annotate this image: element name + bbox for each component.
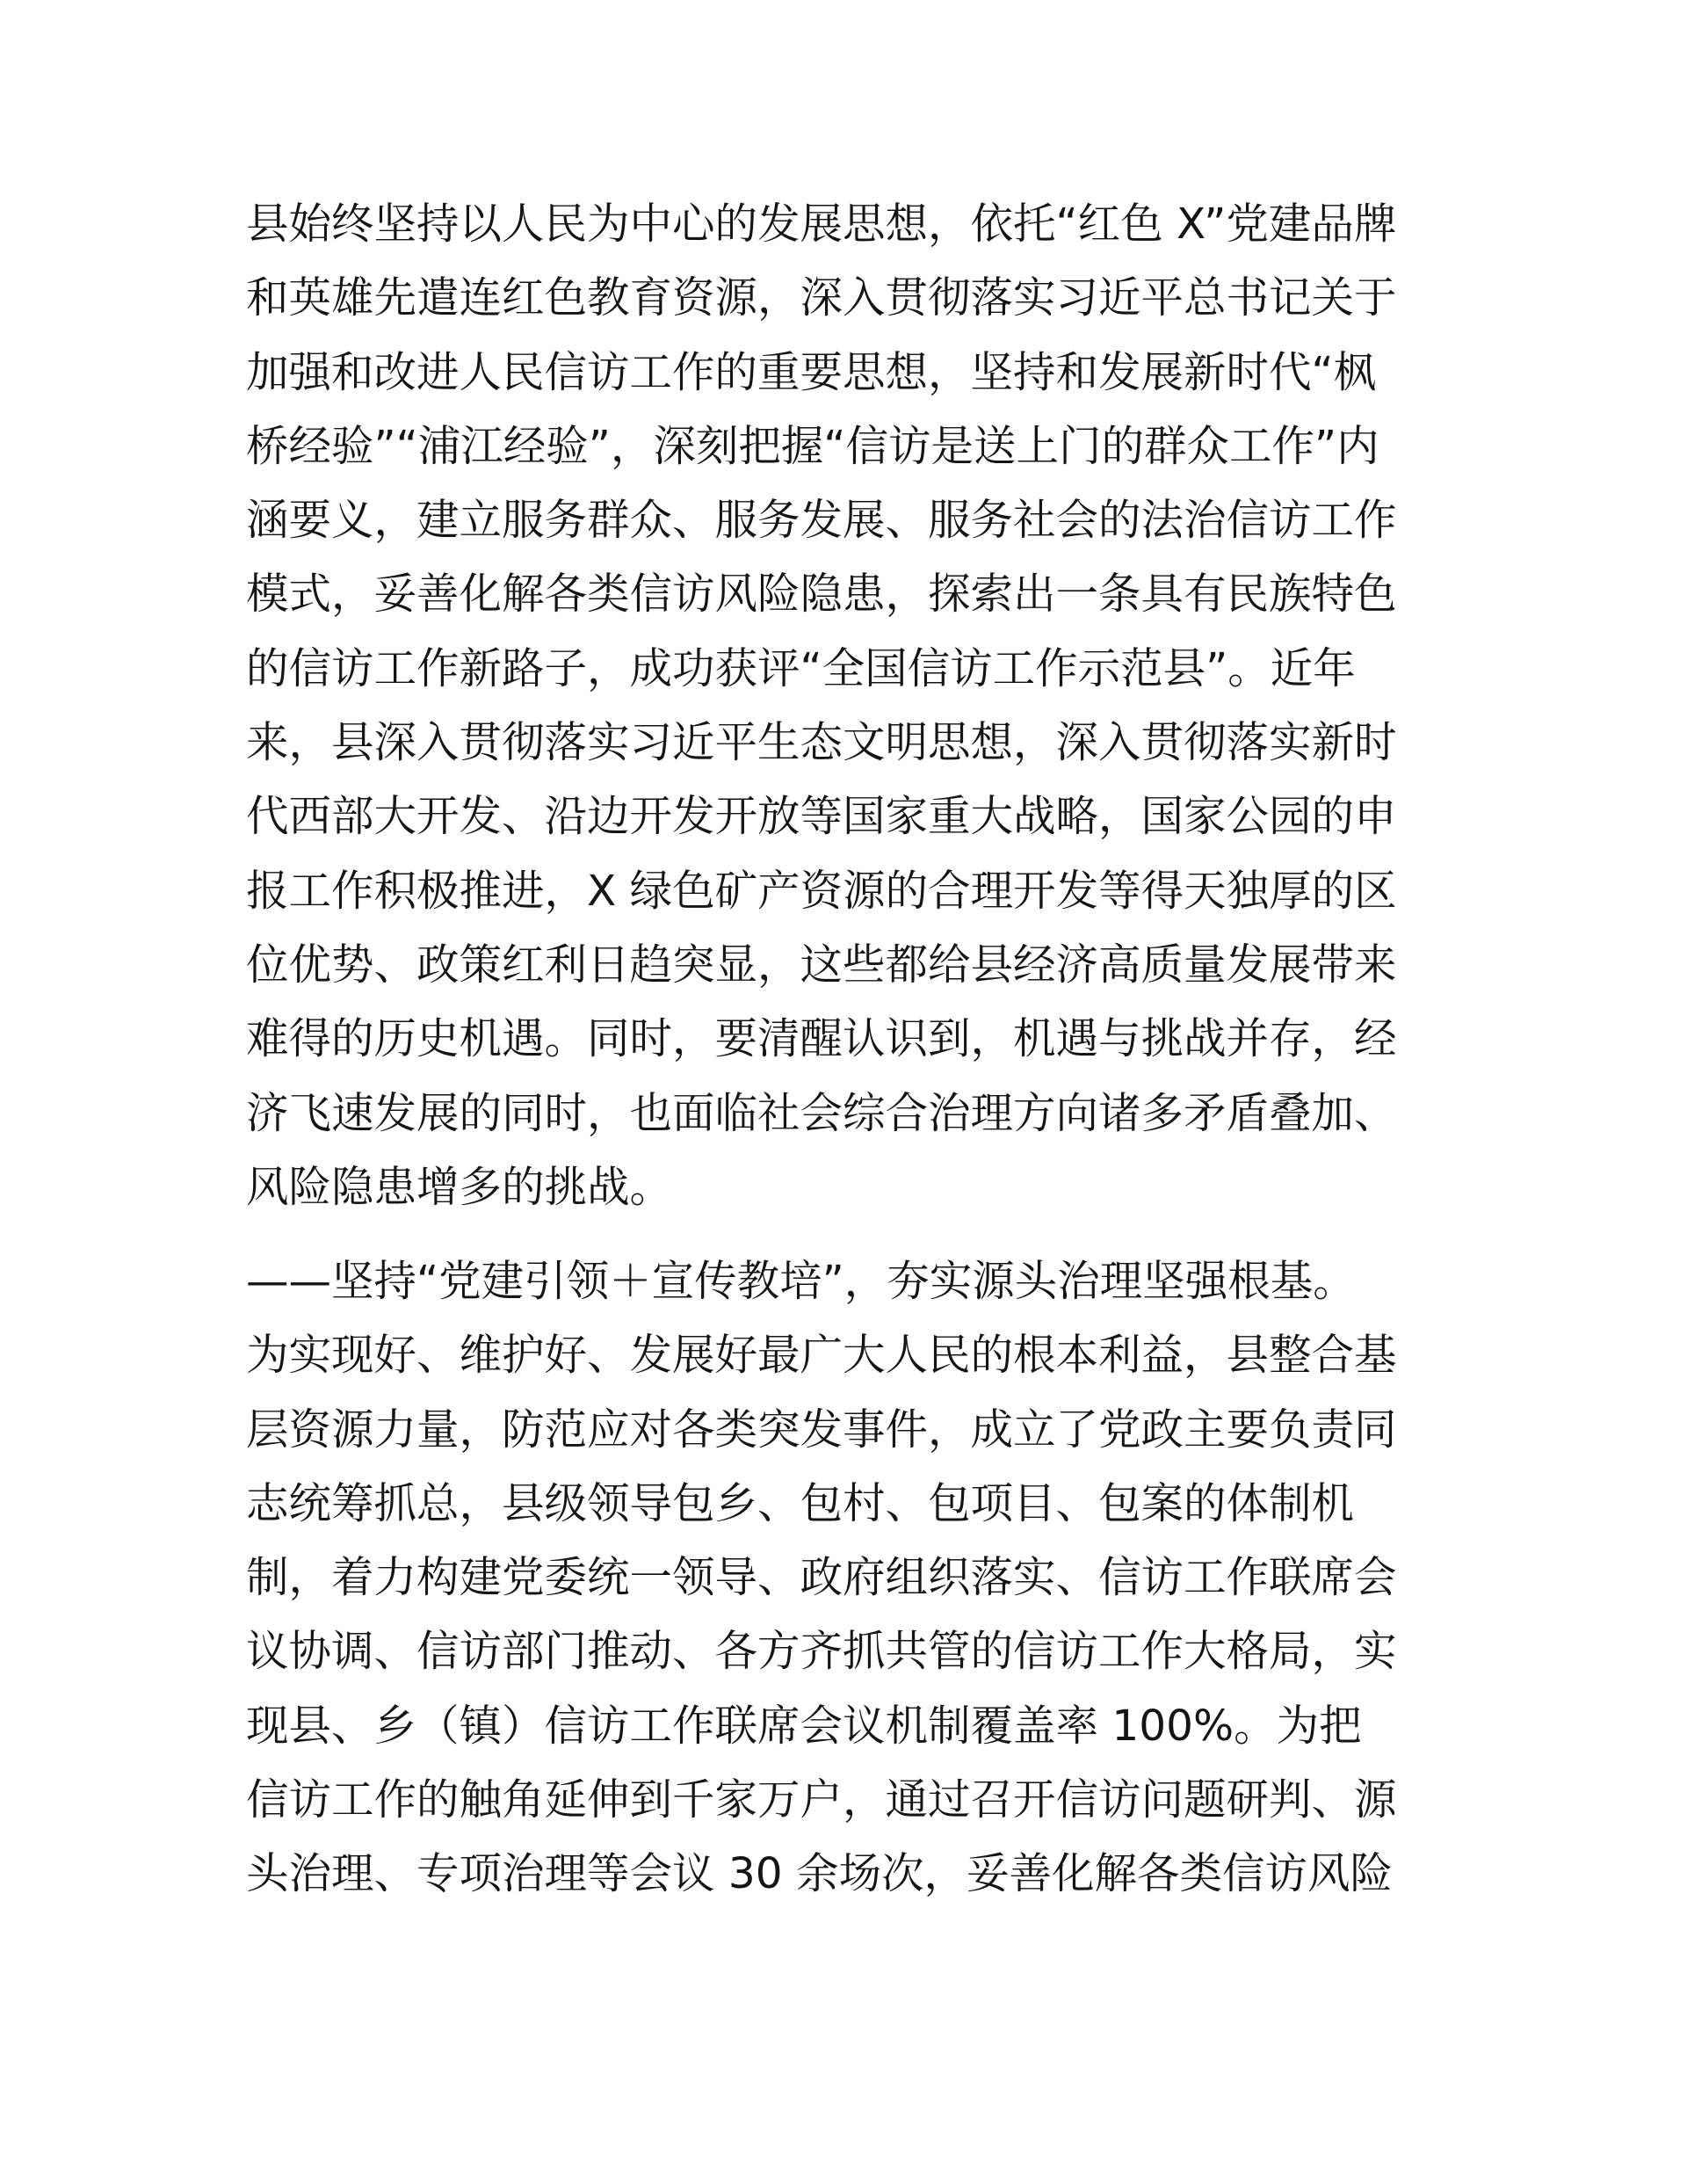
text-line: 议协调、信访部门推动、各方齐抓共管的信访工作大格局，实 bbox=[246, 1627, 1397, 1677]
text-line: 模式，妥善化解各类信访风险隐患，探索出一条具有民族特色 bbox=[246, 570, 1397, 620]
text-line: 头治理、专项治理等会议 30 余场次，妥善化解各类信访风险 bbox=[246, 1849, 1394, 1899]
section-heading-line: ——坚持“党建引领＋宣传教培”，夯实源头治理坚强根基。 bbox=[246, 1257, 1356, 1306]
text-line: 济飞速发展的同时，也面临社会综合治理方向诸多矛盾叠加、 bbox=[246, 1088, 1397, 1138]
paragraph-2 bbox=[246, 1244, 1443, 1912]
text-line: 为实现好、维护好、发展好最广大人民的根本利益，县整合基 bbox=[246, 1331, 1397, 1381]
text-line: 桥经验”“浦江经验”，深刻把握“信访是送上门的群众工作”内 bbox=[246, 421, 1379, 471]
text-line: 位优势、政策红利日趋突显，这些都给县经济高质量发展带来 bbox=[246, 940, 1397, 990]
text-line: 代西部大开发、沿边开发开放等国家重大战略，国家公园的申 bbox=[246, 792, 1397, 842]
text-line: 加强和改进人民信访工作的重要思想，坚持和发展新时代“枫 bbox=[246, 347, 1377, 397]
text-line: 来，县深入贯彻落实习近平生态文明思想，深入贯彻落实新时 bbox=[246, 718, 1397, 768]
text-line: 制，着力构建党委统一领导、政府组织落实、信访工作联席会 bbox=[246, 1553, 1397, 1603]
text-line: 现县、乡（镇）信访工作联席会议机制覆盖率 100%。为把 bbox=[246, 1701, 1362, 1751]
text-line: 志统筹抓总，县级领导包乡、包村、包项目、包案的体制机 bbox=[246, 1478, 1355, 1528]
text-line: 涵要义，建立服务群众、服务发展、服务社会的法治信访工作 bbox=[246, 496, 1397, 546]
paragraph-1 bbox=[246, 187, 1443, 1224]
text-line: 层资源力量，防范应对各类突发事件，成立了党政主要负责同 bbox=[246, 1404, 1397, 1455]
text-line: 信访工作的触角延伸到千家万户，通过召开信访问题研判、源 bbox=[246, 1775, 1397, 1825]
text-line: 和英雄先遣连红色教育资源，深入贯彻落实习近平总书记关于 bbox=[246, 273, 1397, 323]
text-line: 风险隐患增多的挑战。 bbox=[246, 1162, 673, 1212]
text-line: 难得的历史机遇。同时，要清醒认识到，机遇与挑战并存，经 bbox=[246, 1014, 1397, 1064]
text-line: 报工作积极推进，X 绿色矿产资源的合理开发等得天独厚的区 bbox=[246, 866, 1397, 916]
text-line: 的信访工作新路子，成功获评“全国信访工作示范县”。近年 bbox=[246, 643, 1356, 693]
text-line: 县始终坚持以人民为中心的发展思想，依托“红色 X”党建品牌 bbox=[246, 200, 1397, 249]
